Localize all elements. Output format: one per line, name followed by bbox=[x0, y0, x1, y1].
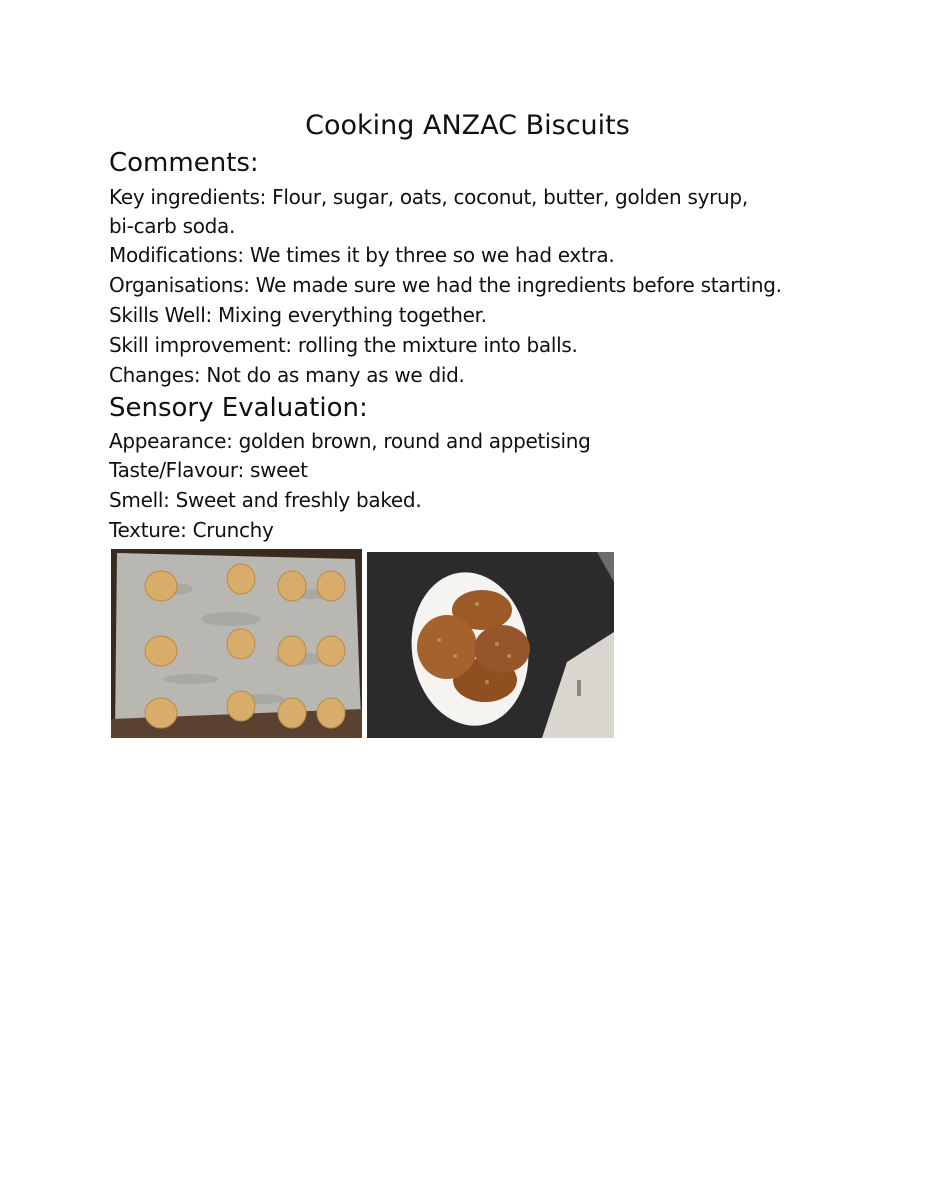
comment-line-skill-improvement: Skill improvement: rolling the mixture into balls. bbox=[109, 333, 578, 357]
comment-line-changes: Changes: Not do as many as we did. bbox=[109, 363, 465, 387]
dough-ball bbox=[317, 698, 345, 728]
biscuit bbox=[474, 625, 530, 673]
sensory-line-taste: Taste/Flavour: sweet bbox=[109, 458, 308, 482]
dough-ball bbox=[317, 571, 345, 601]
dough-ball bbox=[145, 636, 177, 666]
dough-ball bbox=[145, 698, 177, 728]
dough-ball bbox=[317, 636, 345, 666]
tray-illustration bbox=[111, 549, 362, 738]
dough-ball bbox=[278, 571, 306, 601]
photo-biscuit-tray bbox=[111, 549, 362, 738]
dough-ball bbox=[227, 629, 255, 659]
document-title: Cooking ANZAC Biscuits bbox=[305, 110, 630, 141]
dough-ball bbox=[227, 564, 255, 594]
sensory-line-smell: Smell: Sweet and freshly baked. bbox=[109, 488, 422, 512]
dough-ball bbox=[145, 571, 177, 601]
comment-line-organisations: Organisations: We made sure we had the ingredients before starting. bbox=[109, 273, 782, 297]
comment-line-key-ingredients-cont: bi-carb soda. bbox=[109, 214, 236, 238]
comment-line-modifications: Modifications: We times it by three so we had extra. bbox=[109, 243, 615, 267]
dough-ball bbox=[227, 691, 255, 721]
sensory-line-appearance: Appearance: golden brown, round and appetising bbox=[109, 429, 591, 453]
biscuit bbox=[417, 615, 477, 679]
dough-ball bbox=[278, 636, 306, 666]
sensory-line-texture: Texture: Crunchy bbox=[109, 518, 274, 542]
comment-line-skills-well: Skills Well: Mixing everything together. bbox=[109, 303, 487, 327]
photo-baked-biscuits bbox=[367, 552, 614, 738]
comment-line-key-ingredients: Key ingredients: Flour, sugar, oats, coconut, butter, golden syrup, bbox=[109, 185, 748, 209]
comments-heading: Comments: bbox=[109, 148, 259, 178]
plate-illustration bbox=[367, 552, 614, 738]
cupboard-handle bbox=[577, 680, 581, 696]
sensory-heading: Sensory Evaluation: bbox=[109, 393, 368, 423]
dough-ball bbox=[278, 698, 306, 728]
